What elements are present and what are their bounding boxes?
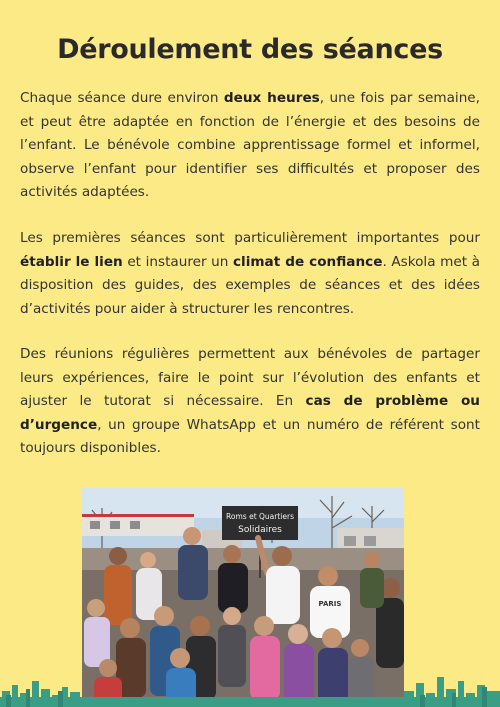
shirt-text: PARIS (318, 600, 342, 608)
paragraph-first-sessions (20, 227, 480, 321)
bold-text: deux heures (223, 90, 320, 106)
sign-line-1: Roms et Quartiers (226, 512, 294, 521)
bold-text: cas de problème ou d’urgence (20, 393, 480, 433)
text-segment: . Askola met à disposition des guides, des exemples de séances et des idées d’activités pour aider à structurer les rencontres. (20, 253, 480, 317)
text-segment: et instaurer un (122, 253, 233, 270)
paragraph-session-duration (20, 87, 480, 205)
text-segment: Des réunions régulières permettent aux bénévoles de partager leurs expériences, faire le point sur l’évolution des enfants et ajuster le tutorat si nécessaire. En (20, 346, 480, 409)
paragraph-meetings (20, 343, 480, 461)
text-segment: Les premières séances sont particulièrement importantes pour (20, 230, 480, 246)
page-title: Déroulement des séances (57, 34, 443, 65)
text-segment: Chaque séance dure environ (20, 90, 224, 106)
text-segment: , une fois par semaine, et peut être adaptée en fonction de l’énergie et des besoins de l’enfant. Le bénévole combine apprentissage formel et informel, observe l’enfant pour identifier ses difficultés et proposer des activités adaptées. (20, 90, 480, 200)
bold-text: climat de confiance (233, 253, 383, 270)
bold-text: établir le lien (20, 253, 123, 270)
sign-line-2: Solidaires (238, 525, 282, 535)
text-segment: , un groupe WhatsApp et un numéro de référent sont toujours disponibles. (20, 416, 480, 456)
city-skyline-decoration (0, 667, 500, 707)
